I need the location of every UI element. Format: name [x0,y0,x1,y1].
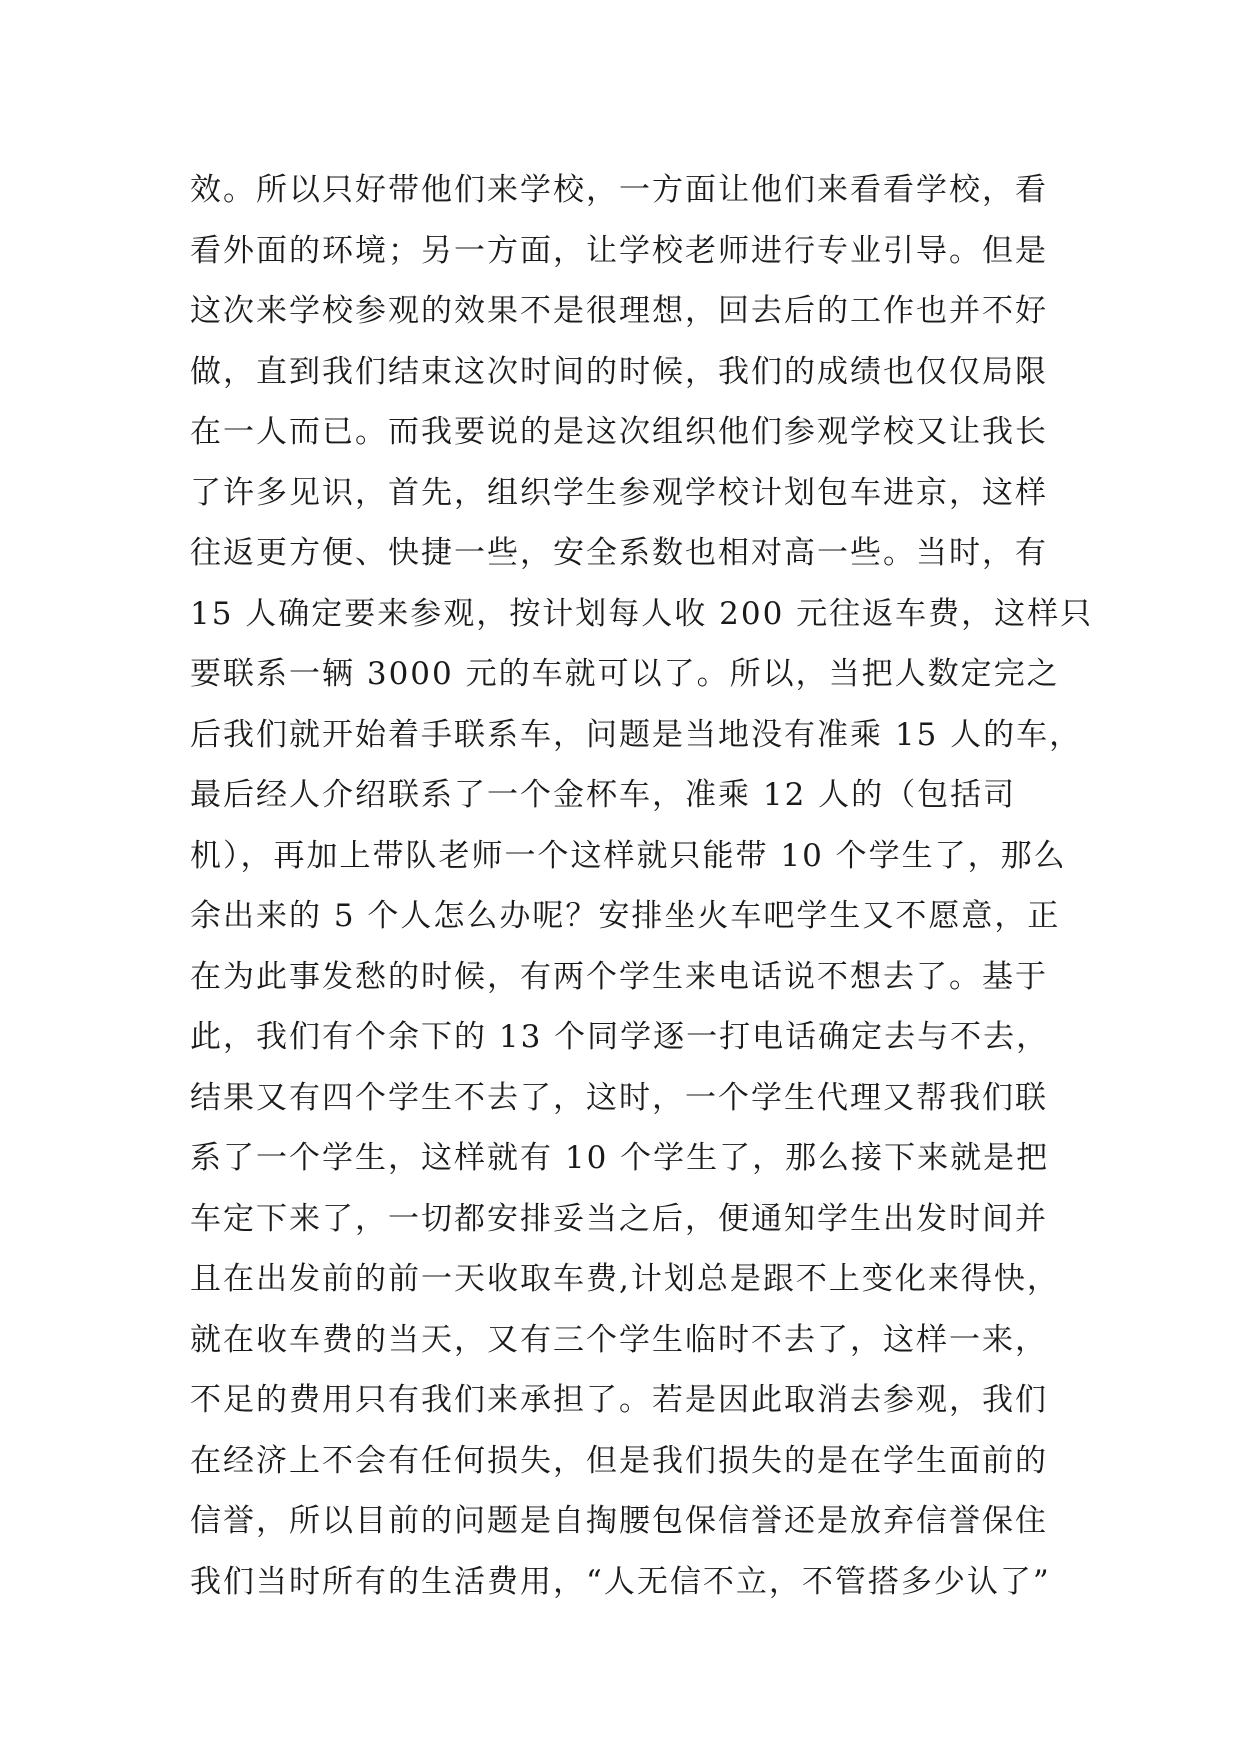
text-line: 余出来的 5 个人怎么办呢？安排坐火车吧学生又不愿意，正 [190,898,1061,934]
text-line: 结果又有四个学生不去了，这时，一个学生代理又帮我们联 [190,1079,1048,1116]
text-line: 系了一个学生，这样就有 10 个学生了，那么接下来就是把 [190,1140,1050,1176]
text-line: 不足的费用只有我们来承担了。若是因此取消去参观，我们 [190,1382,1048,1418]
text-line: 后我们就开始着手联系车，问题是当地没有准乘 15 人的车， [190,716,1083,753]
text-line: 最后经人介绍联系了一个金杯车，准乘 12 人的（包括司 [190,777,1017,813]
text-line: 往返更方便、快捷一些，安全系数也相对高一些。当时，有 [190,535,1048,571]
text-line: 在经济上不会有任何损失，但是我们损失的是在学生面前的 [190,1442,1048,1479]
text-line: 机），再加上带队老师一个这样就只能带 10 个学生了，那么 [190,837,1067,874]
text-line: 此，我们有个余下的 13 个同学逐一打电话确定去与不去， [190,1019,1050,1055]
text-line: 看外面的环境；另一方面，让学校老师进行专业引导。但是 [190,232,1048,269]
text-line: 效。所以只好带他们来学校，一方面让他们来看看学校，看 [190,172,1048,208]
text-line: 在一人而已。而我要说的是这次组织他们参观学校又让我长 [190,414,1048,450]
text-line: 就在收车费的当天，又有三个学生临时不去了，这样一来， [190,1321,1048,1358]
text-line: 在为此事发愁的时候，有两个学生来电话说不想去了。基于 [190,958,1048,995]
text-line: 且在出发前的前一天收取车费,计划总是跟不上变化来得快， [190,1261,1060,1297]
text-line: 要联系一辆 3000 元的车就可以了。所以，当把人数定完之 [190,656,1060,692]
text-line: 了许多见识，首先，组织学生参观学校计划包车进京，这样 [190,474,1048,511]
text-line: 我们当时所有的生活费用，“人无信不立，不管搭多少认了” [190,1563,1051,1600]
text-line: 车定下来了，一切都安排妥当之后，便通知学生出发时间并 [190,1200,1048,1237]
text-line: 信誉，所以目前的问题是自掏腰包保信誉还是放弃信誉保住 [190,1503,1048,1539]
body-text [190,160,1094,1612]
text-line: 做，直到我们结束这次时间的时候，我们的成绩也仅仅局限 [190,353,1048,390]
text-line: 这次来学校参观的效果不是很理想，回去后的工作也并不好 [190,293,1048,329]
text-line: 15 人确定要来参观，按计划每人收 200 元往返车费，这样只 [190,595,1094,632]
